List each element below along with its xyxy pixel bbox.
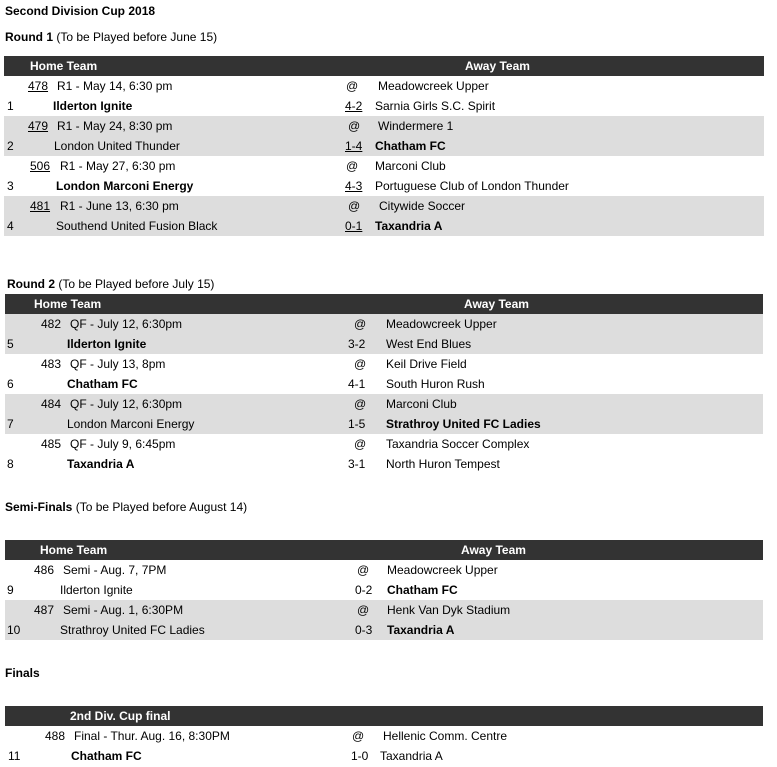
match-number: 8 (7, 457, 14, 471)
score: 3-1 (348, 457, 366, 471)
match-number: 11 (8, 749, 21, 763)
at-symbol: @ (354, 357, 367, 371)
home-team: Chatham FC (71, 749, 142, 763)
home-team: Ilderton Ignite (67, 337, 147, 351)
match-row (5, 394, 763, 434)
away-team: Chatham FC (387, 583, 458, 597)
match-row (4, 116, 764, 156)
round1-table (4, 56, 764, 236)
home-team: London United Thunder (54, 139, 180, 153)
at-symbol: @ (354, 317, 367, 331)
at-symbol: @ (348, 119, 361, 133)
score-link[interactable]: 0-1 (345, 219, 363, 233)
finals-header (5, 706, 763, 726)
score-link[interactable]: 1-4 (345, 139, 363, 153)
finals-table (5, 706, 763, 766)
round1-note: (To be Played before June 15) (56, 30, 218, 44)
venue: Keil Drive Field (386, 357, 467, 371)
match-number: 1 (7, 99, 14, 113)
at-symbol: @ (346, 159, 359, 173)
game-number: 487 (34, 603, 55, 617)
score-link[interactable]: 4-3 (345, 179, 363, 193)
semis-note: (To be Played before August 14) (75, 500, 248, 514)
match-row (5, 314, 763, 354)
match-info: QF - July 12, 6:30pm (70, 397, 183, 411)
venue: Meadowcreek Upper (378, 79, 489, 93)
semis-header (5, 540, 763, 560)
game-number: 488 (45, 729, 66, 743)
at-symbol: @ (352, 729, 365, 743)
home-team-header: Home Team (40, 543, 108, 557)
round1-header (4, 56, 764, 76)
score-link[interactable]: 4-2 (345, 99, 363, 113)
score: 3-2 (348, 337, 366, 351)
game-number-link[interactable]: 479 (28, 119, 49, 133)
match-number: 5 (7, 337, 14, 351)
away-team-header: Away Team (461, 543, 526, 557)
at-symbol: @ (354, 437, 367, 451)
venue: Taxandria Soccer Complex (386, 437, 530, 451)
final-header: 2nd Div. Cup final (70, 709, 171, 723)
at-symbol: @ (354, 397, 367, 411)
away-team: Portuguese Club of London Thunder (375, 179, 569, 193)
venue: Marconi Club (375, 159, 446, 173)
away-team: North Huron Tempest (386, 457, 500, 471)
page-title: Second Division Cup 2018 (5, 4, 156, 18)
round1-name: Round 1 (5, 30, 53, 44)
score: 4-1 (348, 377, 366, 391)
round2-title (7, 277, 214, 291)
game-number: 482 (41, 317, 62, 331)
home-team: Southend United Fusion Black (56, 219, 218, 233)
match-info: Final - Thur. Aug. 16, 8:30PM (74, 729, 230, 743)
game-number: 483 (41, 357, 62, 371)
round2-name: Round 2 (7, 277, 55, 291)
at-symbol: @ (357, 563, 370, 577)
match-number: 4 (7, 219, 14, 233)
home-team: Ilderton Ignite (53, 99, 133, 113)
venue: Meadowcreek Upper (386, 317, 497, 331)
venue: Meadowcreek Upper (387, 563, 498, 577)
match-info: R1 - May 27, 6:30 pm (60, 159, 176, 173)
match-number: 7 (7, 417, 14, 431)
away-team: Sarnia Girls S.C. Spirit (375, 99, 496, 113)
home-team: Taxandria A (67, 457, 135, 471)
at-symbol: @ (348, 199, 361, 213)
venue: Henk Van Dyk Stadium (387, 603, 511, 617)
home-team: Chatham FC (67, 377, 138, 391)
home-team-header: Home Team (34, 297, 102, 311)
match-row (4, 76, 764, 116)
away-team: West End Blues (386, 337, 472, 351)
away-team: South Huron Rush (386, 377, 485, 391)
match-number: 10 (7, 623, 21, 637)
venue: Citywide Soccer (379, 199, 466, 213)
venue: Marconi Club (386, 397, 457, 411)
match-number: 6 (7, 377, 14, 391)
score: 1-0 (351, 749, 369, 763)
round1-title (5, 30, 217, 44)
semis-table (5, 540, 763, 640)
away-team: Taxandria A (380, 749, 443, 763)
match-info: R1 - May 24, 8:30 pm (57, 119, 173, 133)
round2-note: (To be Played before July 15) (58, 277, 215, 291)
home-team: London Marconi Energy (56, 179, 194, 193)
round2-header (5, 294, 763, 314)
game-number-link[interactable]: 481 (30, 199, 51, 213)
score: 0-2 (355, 583, 373, 597)
home-team: London Marconi Energy (67, 417, 195, 431)
away-team: Strathroy United FC Ladies (386, 417, 541, 431)
away-team-header: Away Team (464, 297, 529, 311)
match-row (5, 600, 763, 640)
away-team: Chatham FC (375, 139, 446, 153)
away-team: Taxandria A (375, 219, 443, 233)
match-info: QF - July 9, 6:45pm (70, 437, 176, 451)
score: 1-5 (348, 417, 366, 431)
match-info: Semi - Aug. 1, 6:30PM (63, 603, 184, 617)
game-number-link[interactable]: 506 (30, 159, 51, 173)
match-number: 3 (7, 179, 14, 193)
home-team-header: Home Team (30, 59, 98, 73)
match-number: 2 (7, 139, 14, 153)
score: 0-3 (355, 623, 373, 637)
at-symbol: @ (346, 79, 359, 93)
semis-name: Semi-Finals (5, 500, 73, 514)
match-info: QF - July 12, 6:30pm (70, 317, 183, 331)
venue: Hellenic Comm. Centre (383, 729, 508, 743)
finals-name: Finals (5, 666, 40, 680)
home-team: Strathroy United FC Ladies (60, 623, 205, 637)
away-team: Taxandria A (387, 623, 455, 637)
at-symbol: @ (357, 603, 370, 617)
game-number: 485 (41, 437, 62, 451)
match-info: R1 - June 13, 6:30 pm (60, 199, 179, 213)
semis-title (5, 500, 247, 514)
match-info: QF - July 13, 8pm (70, 357, 166, 371)
match-info: R1 - May 14, 6:30 pm (57, 79, 173, 93)
game-number-link[interactable]: 478 (28, 79, 49, 93)
match-row (4, 156, 764, 196)
match-row (5, 560, 763, 600)
match-row (5, 354, 763, 394)
match-number: 9 (7, 583, 14, 597)
venue: Windermere 1 (378, 119, 454, 133)
round2-table (5, 294, 763, 474)
finals-title (5, 666, 40, 680)
home-team: Ilderton Ignite (60, 583, 133, 597)
game-number: 484 (41, 397, 62, 411)
match-row (4, 196, 764, 236)
match-info: Semi - Aug. 7, 7PM (63, 563, 167, 577)
match-row (5, 434, 763, 474)
match-row (5, 726, 763, 766)
away-team-header: Away Team (465, 59, 530, 73)
game-number: 486 (34, 563, 55, 577)
